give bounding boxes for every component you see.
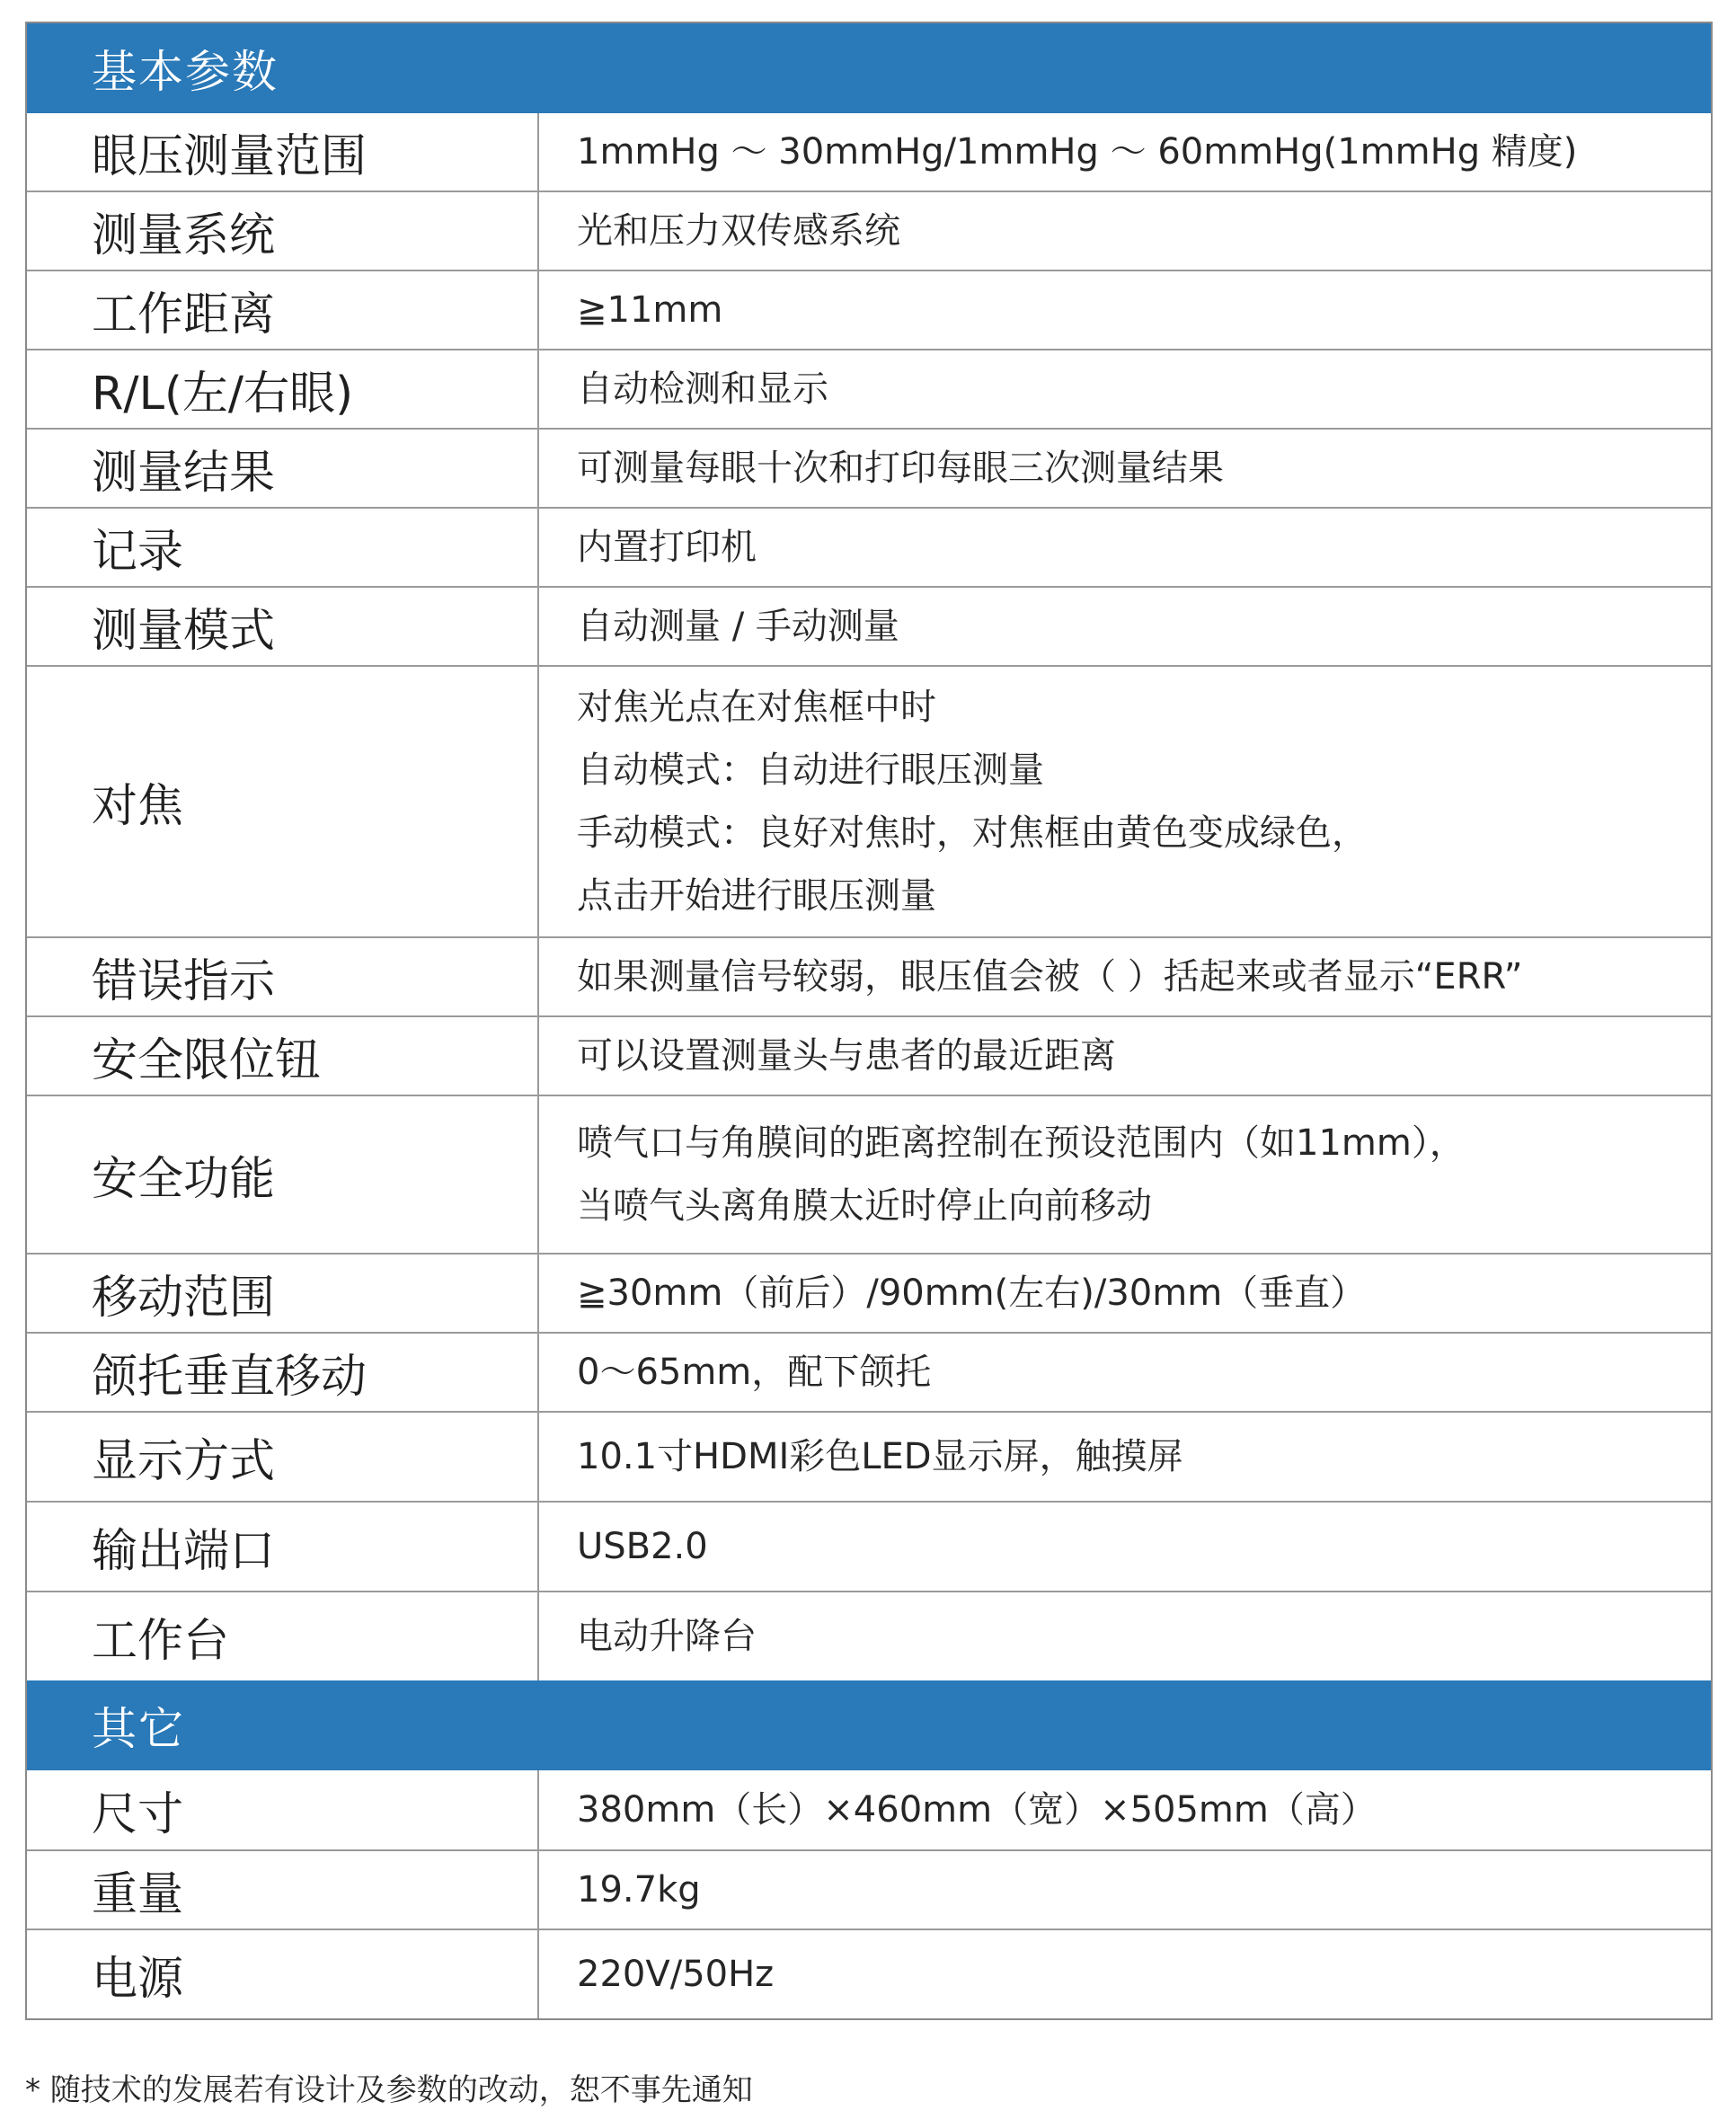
spec-value <box>539 271 1711 349</box>
spec-value <box>539 938 1711 1015</box>
spec-value <box>539 1503 1711 1591</box>
spec-value <box>539 1255 1711 1332</box>
spec-label: 对焦 <box>27 667 539 936</box>
spec-row <box>27 113 1711 191</box>
spec-value <box>539 1413 1711 1501</box>
value-line: 手动模式：良好对焦时，对焦框由黄色变成绿色， <box>577 812 1368 854</box>
spec-label: 尺寸 <box>27 1770 539 1849</box>
spec-label: 工作距离 <box>27 271 539 349</box>
value-line: 点击开始进行眼压测量 <box>577 875 936 917</box>
section-title: 其它 <box>92 1703 185 1755</box>
value-line: 当喷气头离角膜太近时停止向前移动 <box>577 1185 1152 1227</box>
section-header-other <box>27 1680 1711 1770</box>
spec-table <box>25 22 1713 2020</box>
value-line: 0～65mm，配下颌托 <box>577 1352 932 1393</box>
spec-value <box>539 1334 1711 1411</box>
spec-row <box>27 1095 1711 1253</box>
spec-value <box>539 1592 1711 1680</box>
spec-value <box>539 588 1711 665</box>
spec-value <box>539 1096 1711 1253</box>
footnote: * 随技术的发展若有设计及参数的改动，恕不事先通知 <box>25 2072 753 2108</box>
spec-value <box>539 113 1711 191</box>
spec-label: 眼压测量范围 <box>27 113 539 191</box>
spec-value <box>539 1930 1711 2018</box>
spec-label: 电源 <box>27 1930 539 2018</box>
value-line: 380mm（长）×460mm（宽）×505mm（高） <box>577 1789 1377 1831</box>
spec-value <box>539 1770 1711 1849</box>
spec-label: 颌托垂直移动 <box>27 1334 539 1411</box>
spec-row <box>27 428 1711 507</box>
value-line: 自动测量 / 手动测量 <box>577 606 899 647</box>
spec-row <box>27 665 1711 936</box>
value-line: 自动模式：自动进行眼压测量 <box>577 749 1044 791</box>
value-line: 可以设置测量头与患者的最近距离 <box>577 1035 1116 1077</box>
value-line: ≧30mm（前后）/90mm(左右)/30mm（垂直） <box>577 1272 1367 1314</box>
spec-row <box>27 1849 1711 1928</box>
spec-label: 测量结果 <box>27 430 539 507</box>
spec-row <box>27 586 1711 665</box>
section-header-basic <box>27 23 1711 113</box>
spec-label: 输出端口 <box>27 1503 539 1591</box>
value-line: 光和压力双传感系统 <box>577 210 900 252</box>
spec-row <box>27 1770 1711 1849</box>
spec-row <box>27 1253 1711 1332</box>
spec-label: 重量 <box>27 1851 539 1928</box>
spec-label: 显示方式 <box>27 1413 539 1501</box>
spec-label: 移动范围 <box>27 1255 539 1332</box>
spec-value <box>539 192 1711 270</box>
value-line: 如果测量信号较弱，眼压值会被（ ）括起来或者显示“ERR” <box>577 956 1523 998</box>
spec-value <box>539 1017 1711 1095</box>
value-line: 喷气口与角膜间的距离控制在预设范围内（如11mm）， <box>577 1122 1466 1164</box>
section-title: 基本参数 <box>92 46 279 98</box>
spec-label: 测量模式 <box>27 588 539 665</box>
spec-label: 错误指示 <box>27 938 539 1015</box>
spec-row <box>27 1015 1711 1095</box>
spec-value <box>539 430 1711 507</box>
spec-value <box>539 667 1711 936</box>
value-line: 电动升降台 <box>577 1616 757 1657</box>
spec-row <box>27 191 1711 270</box>
value-line: 内置打印机 <box>577 527 757 568</box>
spec-label: 测量系统 <box>27 192 539 270</box>
spec-label: 工作台 <box>27 1592 539 1680</box>
spec-label: 安全功能 <box>27 1096 539 1253</box>
spec-row <box>27 1411 1711 1501</box>
spec-row <box>27 1591 1711 1680</box>
value-line: 可测量每眼十次和打印每眼三次测量结果 <box>577 448 1224 489</box>
value-line: USB2.0 <box>577 1526 708 1567</box>
spec-value <box>539 509 1711 586</box>
spec-value <box>539 1851 1711 1928</box>
spec-label: R/L(左/右眼) <box>27 350 539 428</box>
value-line: 自动检测和显示 <box>577 368 828 410</box>
value-line: 1mmHg ～ 30mmHg/1mmHg ～ 60mmHg(1mmHg 精度) <box>577 131 1578 173</box>
spec-row <box>27 349 1711 428</box>
spec-row <box>27 270 1711 349</box>
spec-label: 记录 <box>27 509 539 586</box>
value-line: 10.1寸HDMI彩色LED显示屏，触摸屏 <box>577 1436 1183 1477</box>
spec-row <box>27 507 1711 586</box>
value-line: 19.7kg <box>577 1869 701 1911</box>
spec-row <box>27 1928 1711 2018</box>
spec-row <box>27 936 1711 1015</box>
spec-label: 安全限位钮 <box>27 1017 539 1095</box>
spec-row <box>27 1501 1711 1591</box>
value-line: 对焦光点在对焦框中时 <box>577 687 936 728</box>
spec-value <box>539 350 1711 428</box>
value-line: 220V/50Hz <box>577 1954 775 1995</box>
spec-row <box>27 1332 1711 1411</box>
value-line: ≧11mm <box>577 289 723 331</box>
